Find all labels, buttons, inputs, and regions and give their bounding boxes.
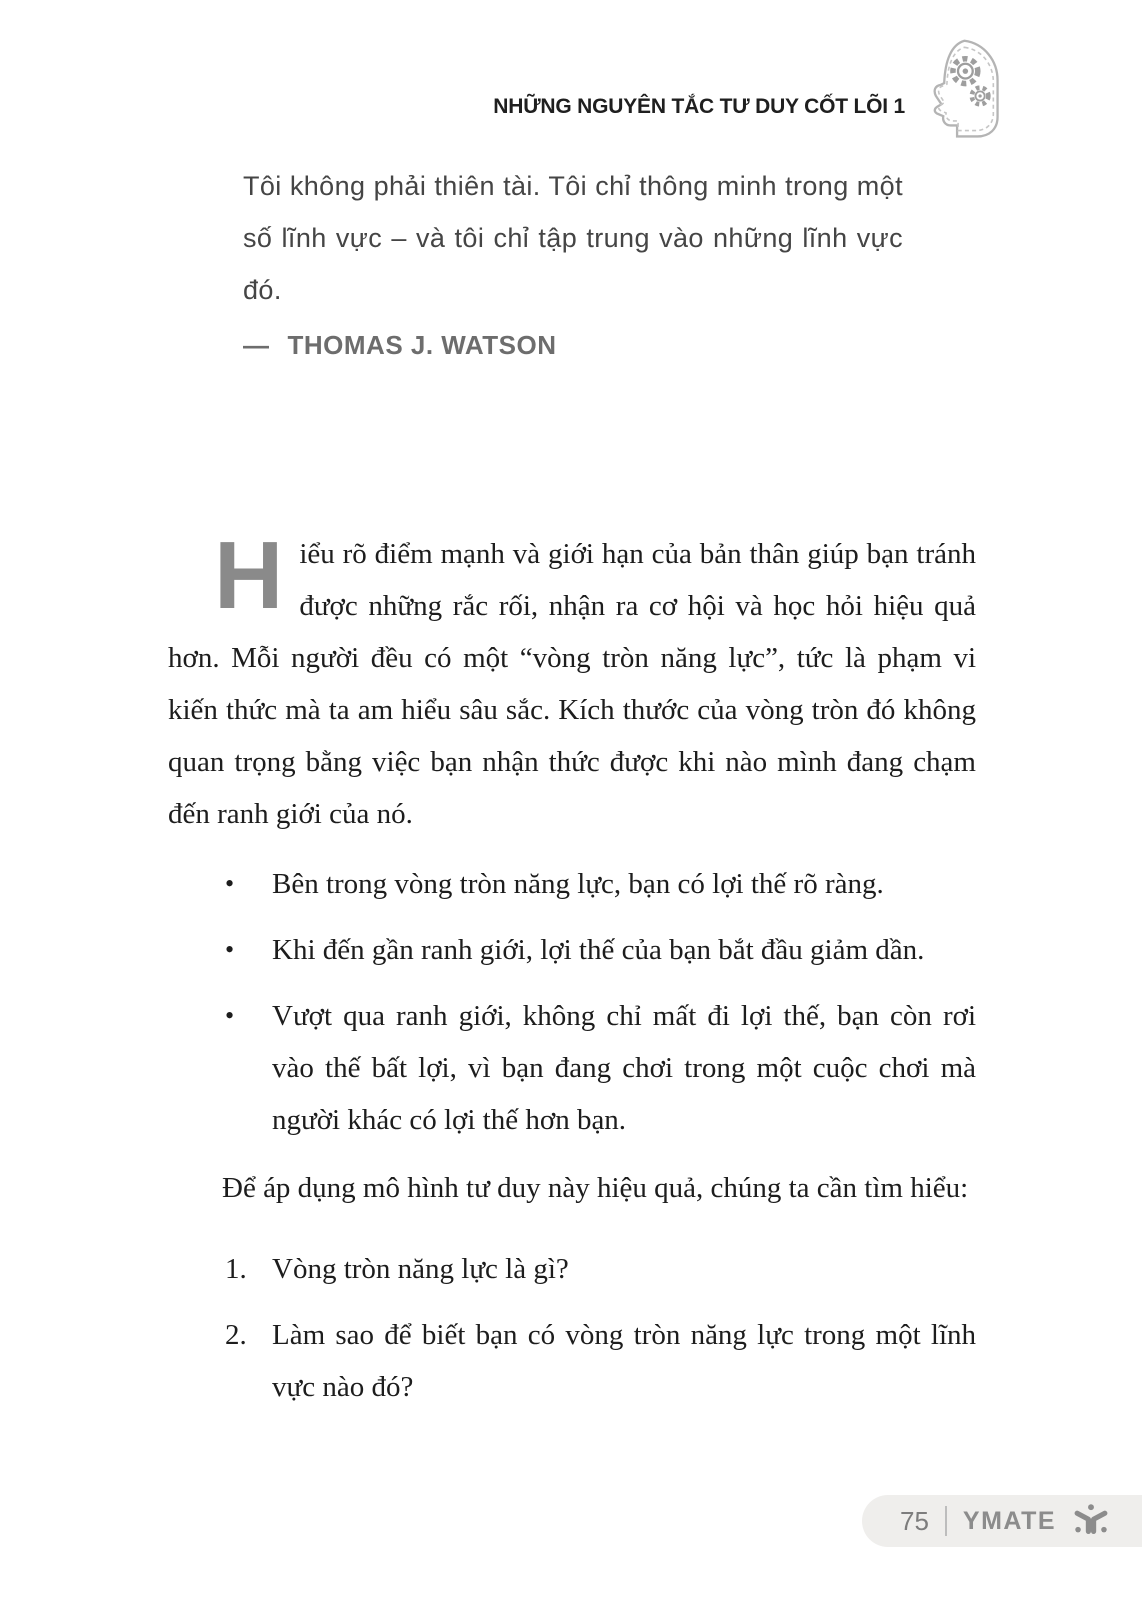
bullet-item <box>168 924 976 976</box>
bullet-item-text: Vượt qua ranh giới, không chỉ mất đi lợi thế, bạn còn rơi vào thế bất lợi, vì bạn đang chơi trong một cuộc chơi mà người khác có lợi thế hơn bạn. <box>272 1000 976 1136</box>
opening-paragraph-text: iểu rõ điểm mạnh và giới hạn của bản thân giúp bạn tránh được những rắc rối, nhận ra cơ hội và học hỏi hiệu quả hơn. Mỗi người đều có một “vòng tròn năng lực”, tức là phạm vi kiến thức mà ta am hiểu sâu sắc. Kích thước của vòng tròn đó không quan trọng bằng việc bạn nhận thức được khi nào mình đang chạm đến ranh giới của nó. <box>168 538 976 830</box>
opening-paragraph <box>168 522 976 840</box>
bullet-marker: • <box>225 935 235 964</box>
attribution-name: THOMAS J. WATSON <box>287 330 557 360</box>
quote-attribution <box>243 330 556 361</box>
bullet-list <box>168 858 976 1146</box>
article-body <box>168 522 976 1427</box>
numbered-list <box>168 1243 976 1413</box>
page-header-title: NHỮNG NGUYÊN TẮC TƯ DUY CỐT LÕI 1 <box>493 95 905 118</box>
bullet-item-text: Bên trong vòng tròn năng lực, bạn có lợi thế rõ ràng. <box>272 868 884 900</box>
numbered-item <box>168 1309 976 1413</box>
attribution-dash: — <box>243 330 270 360</box>
ymate-logo-icon <box>1072 1502 1110 1540</box>
numbered-item-marker: 1. <box>225 1253 247 1285</box>
quote-text: Tôi không phải thiên tài. Tôi chỉ thông minh trong một số lĩnh vực – và tôi chỉ tập trung vào những lĩnh vực đó. <box>243 171 903 305</box>
page-footer <box>862 1495 1142 1547</box>
closing-paragraph: Để áp dụng mô hình tư duy này hiệu quả, chúng ta cần tìm hiểu: <box>222 1172 969 1204</box>
gear-large-icon <box>953 59 978 84</box>
bullet-marker: • <box>225 869 235 898</box>
numbered-item <box>168 1243 976 1295</box>
page-number: 75 <box>900 1505 929 1536</box>
bullet-item <box>168 990 976 1146</box>
bullet-item <box>168 858 976 910</box>
bullet-marker: • <box>225 1001 235 1030</box>
numbered-item-text: Làm sao để biết bạn có vòng tròn năng lực trong một lĩnh vực nào đó? <box>272 1319 976 1403</box>
gear-small-icon <box>972 88 989 105</box>
drop-cap: H <box>214 522 284 629</box>
footer-divider <box>945 1506 947 1536</box>
numbered-item-text: Vòng tròn năng lực là gì? <box>272 1253 569 1285</box>
bullet-item-text: Khi đến gần ranh giới, lợi thế của bạn bắt đầu giảm dần. <box>272 934 925 966</box>
brand-name: YMATE <box>962 1506 1057 1535</box>
head-with-gears-icon <box>912 38 1004 147</box>
numbered-item-marker: 2. <box>225 1319 247 1351</box>
